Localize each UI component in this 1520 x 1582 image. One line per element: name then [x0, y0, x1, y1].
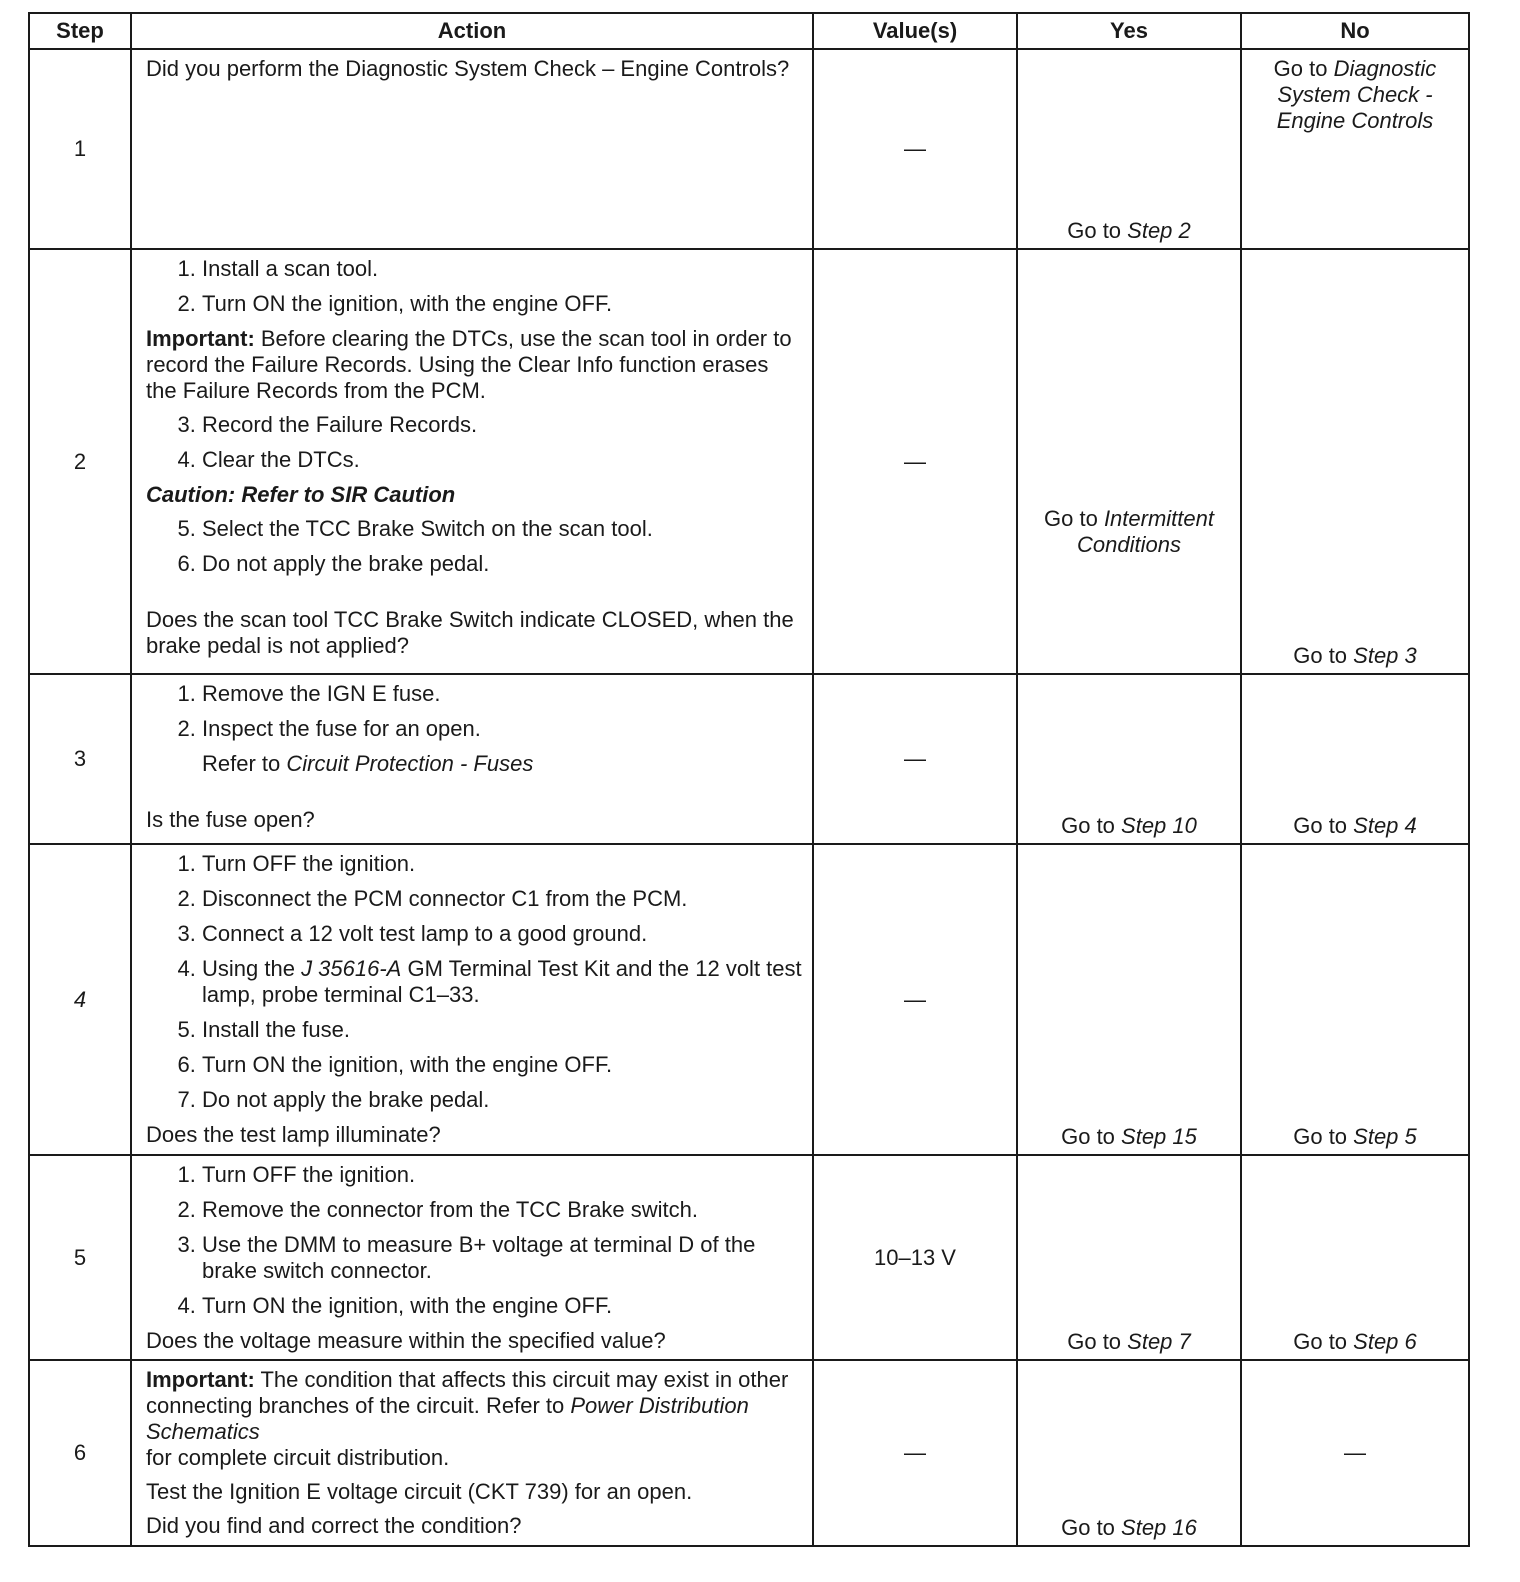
list-item: 2. Remove the connector from the TCC Brake switch. [202, 1197, 802, 1223]
action-cell [131, 1360, 813, 1546]
step-number: 3 [29, 674, 131, 844]
list-item [202, 956, 802, 1008]
goto-link[interactable]: Step 15 [1121, 1124, 1197, 1149]
header-values: Value(s) [813, 13, 1017, 49]
action-cell [131, 844, 813, 1155]
important-link[interactable]: Power Distribution Schematics [146, 1393, 749, 1444]
goto-prefix: Go to [1067, 1329, 1128, 1354]
header-yes: Yes [1017, 13, 1241, 49]
list-item: 5. Install the fuse. [202, 1017, 802, 1043]
goto-link[interactable]: Step 3 [1353, 643, 1417, 668]
goto-prefix: Go to [1044, 506, 1104, 531]
list-item-text: GM Terminal Test Kit and the 12 volt test lamp, probe terminal C1–33. [202, 956, 802, 1007]
step-number: 6 [29, 1360, 131, 1546]
goto-link[interactable]: Step 7 [1127, 1329, 1191, 1354]
caution-note: Caution: Refer to SIR Caution [146, 482, 456, 507]
table-row [29, 674, 1469, 844]
action-question: Does the test lamp illuminate? [146, 1122, 441, 1147]
no-cell [1241, 674, 1469, 844]
value-cell: — [813, 674, 1017, 844]
yes-cell [1017, 1360, 1241, 1546]
no-cell [1241, 249, 1469, 674]
action-list [146, 851, 802, 1113]
list-item: 2. Turn ON the ignition, with the engine OFF. [202, 291, 802, 317]
action-list [146, 516, 802, 577]
no-cell [1241, 49, 1469, 249]
goto-prefix: Go to [1061, 1515, 1122, 1540]
important-tail: for complete circuit distribution. [146, 1445, 450, 1470]
value-cell: — [813, 49, 1017, 249]
list-item: 3. Use the DMM to measure B+ voltage at terminal D of the brake switch connector. [202, 1232, 802, 1284]
action-question: Did you find and correct the condition? [146, 1513, 522, 1538]
goto-link[interactable]: Step 10 [1121, 813, 1197, 838]
diagnostic-table [28, 12, 1470, 1547]
goto-link[interactable]: Step 6 [1353, 1329, 1417, 1354]
table-row [29, 249, 1469, 674]
list-item-text: Using the [202, 956, 302, 981]
goto-prefix: Go to [1061, 813, 1122, 838]
header-no: No [1241, 13, 1469, 49]
test-line: Test the Ignition E voltage circuit (CKT 739) for an open. [146, 1479, 693, 1504]
yes-cell [1017, 249, 1241, 674]
goto-link[interactable]: Intermittent Conditions [1077, 506, 1214, 557]
list-item: 1. Remove the IGN E fuse. [202, 681, 802, 707]
yes-cell [1017, 674, 1241, 844]
action-cell [131, 249, 813, 674]
important-label: Important: [146, 326, 255, 351]
action-question: Does the voltage measure within the specified value? [146, 1328, 666, 1353]
refer-prefix: Refer to [202, 751, 287, 776]
important-text: The condition that affects this circuit may exist in other connecting branches of the circuit. Refer to [146, 1367, 789, 1418]
action-question: Is the fuse open? [146, 807, 315, 832]
important-note [146, 326, 802, 404]
goto-prefix: Go to [1273, 56, 1334, 81]
list-item [202, 716, 802, 777]
table-row [29, 844, 1469, 1155]
table-row [29, 1155, 1469, 1360]
value-cell: — [813, 1360, 1017, 1546]
list-item-text: Inspect the fuse for an open. [202, 716, 481, 741]
list-item: 4. Turn ON the ignition, with the engine OFF. [202, 1293, 802, 1319]
action-list [146, 1162, 802, 1319]
action-list [146, 412, 802, 473]
refer-link[interactable]: Circuit Protection - Fuses [286, 751, 534, 776]
goto-prefix: Go to [1293, 813, 1354, 838]
list-item: 5. Select the TCC Brake Switch on the scan tool. [202, 516, 802, 542]
action-list [146, 256, 802, 317]
table-row [29, 1360, 1469, 1546]
action-cell [131, 49, 813, 249]
important-label: Important: [146, 1367, 255, 1392]
action-list [146, 681, 802, 777]
table-row [29, 49, 1469, 249]
goto-prefix: Go to [1293, 1329, 1354, 1354]
list-item: 1. Install a scan tool. [202, 256, 802, 282]
goto-link[interactable]: Step 16 [1121, 1515, 1197, 1540]
step-number: 4 [29, 844, 131, 1155]
list-item: 6. Do not apply the brake pedal. [202, 551, 802, 577]
important-text: Before clearing the DTCs, use the scan tool in order to record the Failure Records. Using the Clear Info function erases the Failure Records from the PCM. [146, 326, 792, 403]
goto-prefix: Go to [1067, 218, 1128, 243]
header-action: Action [131, 13, 813, 49]
action-question: Does the scan tool TCC Brake Switch indicate CLOSED, when the brake pedal is not applied? [146, 607, 794, 658]
value-cell: — [813, 249, 1017, 674]
list-item: 1. Turn OFF the ignition. [202, 851, 802, 877]
action-cell [131, 1155, 813, 1360]
list-item: 1. Turn OFF the ignition. [202, 1162, 802, 1188]
no-cell [1241, 1155, 1469, 1360]
yes-cell [1017, 844, 1241, 1155]
goto-prefix: Go to [1293, 643, 1354, 668]
step-number: 5 [29, 1155, 131, 1360]
action-cell [131, 674, 813, 844]
header-row [29, 13, 1469, 49]
list-item: 3. Connect a 12 volt test lamp to a good ground. [202, 921, 802, 947]
goto-link[interactable]: Step 5 [1353, 1124, 1417, 1149]
important-note [146, 1367, 802, 1471]
list-item: 7. Do not apply the brake pedal. [202, 1087, 802, 1113]
goto-prefix: Go to [1293, 1124, 1354, 1149]
value-cell: 10–13 V [813, 1155, 1017, 1360]
yes-cell [1017, 49, 1241, 249]
goto-prefix: Go to [1061, 1124, 1122, 1149]
no-cell: — [1241, 1360, 1469, 1546]
goto-link[interactable]: Diagnostic System Check - Engine Controls [1276, 56, 1437, 133]
no-cell [1241, 844, 1469, 1155]
tool-name: J 35616-A [301, 956, 402, 981]
list-item: 2. Disconnect the PCM connector C1 from the PCM. [202, 886, 802, 912]
step-number: 2 [29, 249, 131, 674]
list-item: 4. Clear the DTCs. [202, 447, 802, 473]
goto-link[interactable]: Step 4 [1353, 813, 1417, 838]
value-cell: — [813, 844, 1017, 1155]
list-item: 3. Record the Failure Records. [202, 412, 802, 438]
step-number: 1 [29, 49, 131, 249]
refer-line [202, 751, 802, 777]
header-step: Step [29, 13, 131, 49]
goto-link[interactable]: Step 2 [1127, 218, 1191, 243]
list-item: 6. Turn ON the ignition, with the engine OFF. [202, 1052, 802, 1078]
action-question: Did you perform the Diagnostic System Check – Engine Controls? [146, 56, 790, 81]
yes-cell [1017, 1155, 1241, 1360]
